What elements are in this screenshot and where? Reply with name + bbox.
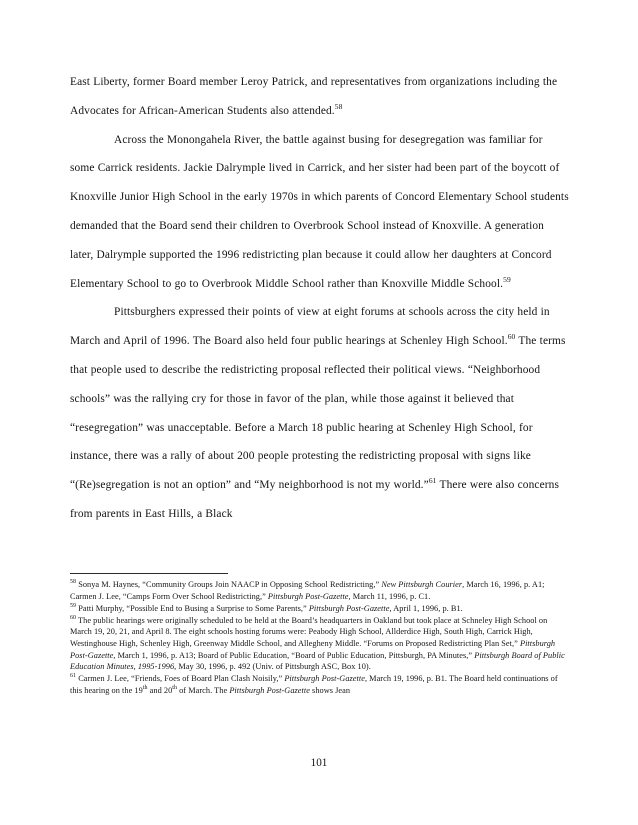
- paragraph-pittsburghers: Pittsburghers expressed their points of view at eight forums at schools across the city held in March and April of 1996. The Board also held four public hearings at Schenley High School.$^{60}$ The terms that people used to describe the redistricting proposal reflected their political views. “Neighborhood schools” was the rallying cry for those in favor of the plan, while those against it believed that “resegregation” was unacceptable. Before a March 18 public hearing at Schenley High School, for instance, there was a rally of about 200 people protesting the redistricting proposal with signs like “(Re)segregation is not an option” and “My neighborhood is not my world.”$^{61}$ There were also concerns from parents in East Hills, a Black: [70, 306, 566, 520]
- footnote-separator-rule: [70, 573, 228, 574]
- footnote-number: 60: [70, 615, 77, 622]
- footnote-marker: 61: [428, 476, 437, 486]
- footnote-entry: $^{60}$ The public hearings were originally scheduled to be held at the Board’s headquarters in Oakland but took place at Schneley High School on March 19, 20, 21, and April 8. The eight schools hosting forums were: Peabody High School, Allderdice High, South High, Carrick High, Westinghouse High, Schenley High, Greenway Middle School, and Allegheny Middle. “Forums on Proposed Redistricting Plan Set,” Pittsburgh Post-Gazette, March 1, 1996, p. A13; Board of Public Education, “Board of Public Education, Pittsburgh, PA Minutes,” Pittsburgh Board of Public Education Minutes, 1995-1996, May 30, 1996, p. 492 (Univ. of Pittsburgh ASC, Box 10).: [70, 615, 565, 672]
- ordinal-suffix: th: [142, 685, 148, 692]
- publication-title: Pittsburgh Post-Gazette: [267, 591, 349, 601]
- body-text-area: [70, 68, 569, 529]
- footnote-marker: 58: [334, 102, 343, 111]
- footnote-list: [70, 579, 570, 696]
- footnote-marker: 59: [503, 274, 511, 284]
- footnote-number: 59: [70, 602, 77, 609]
- footnote-entry: $^{58}$ Sonya M. Haynes, “Community Groups Join NAACP in Opposing School Redistricting,” New Pittsburgh Courier, March 16, 1996, p. A1; Carmen J. Lee, “Camps Form Over School Redistricting,” Pittsburgh Post-Gazette, March 11, 1996, p. C1.: [70, 579, 545, 601]
- ordinal-suffix: th: [172, 685, 177, 692]
- footnote-entry: $^{61}$ Carmen J. Lee, “Friends, Foes of Board Plan Clash Noisily,” Pittsburgh Post-Gazette, March 19, 1996, p. B1. The Board held continuations of this hearing on the 19th and 20th of March. The Pittsburgh Post-Gazette shows Jean: [70, 673, 558, 695]
- publication-title: Pittsburgh Post-Gazette: [229, 685, 310, 695]
- footnote-entry: $^{59}$ Patti Murphy, “Possible End to Busing a Surprise to Some Parents,” Pittsburgh Post-Gazette, April 1, 1996, p. B1.: [70, 602, 463, 613]
- publication-title: Pittsburgh Board of Public Education Minutes, 1995-1996: [70, 650, 565, 672]
- publication-title: Pittsburgh Post-Gazette: [284, 674, 365, 684]
- publication-title: Pittsburgh Post-Gazette: [308, 603, 390, 613]
- publication-title: Pittsburgh Post-Gazette: [70, 638, 556, 660]
- footnote-area: [70, 573, 570, 697]
- footnote-number: 61: [70, 673, 77, 680]
- paragraph-monongahela: Across the Monongahela River, the battle against busing for desegregation was familiar for some Carrick residents. Jackie Dalrymple lived in Carrick, and her sister had been part of the boycott of Knoxville Junior High School in the early 1970s in which parents of Concord Elementary School students demanded that the Board send their children to Overbrook School instead of Knoxville. A generation later, Dalrymple supported the 1996 redistricting plan because it could allow her daughters at Concord Elementary School to go to Overbrook Middle School rather than Knoxville Middle School.$^{59}$: [70, 133, 569, 290]
- footnote-marker: 60: [507, 332, 516, 342]
- page-number: 101: [310, 757, 328, 769]
- publication-title: New Pittsburgh Courier: [381, 580, 463, 589]
- footnote-number: 58: [70, 579, 77, 586]
- paragraph-east-liberty: East Liberty, former Board member Leroy Patrick, and representatives from organizations including the Advocates for African-American Students also attended.$^{58}$: [70, 76, 558, 117]
